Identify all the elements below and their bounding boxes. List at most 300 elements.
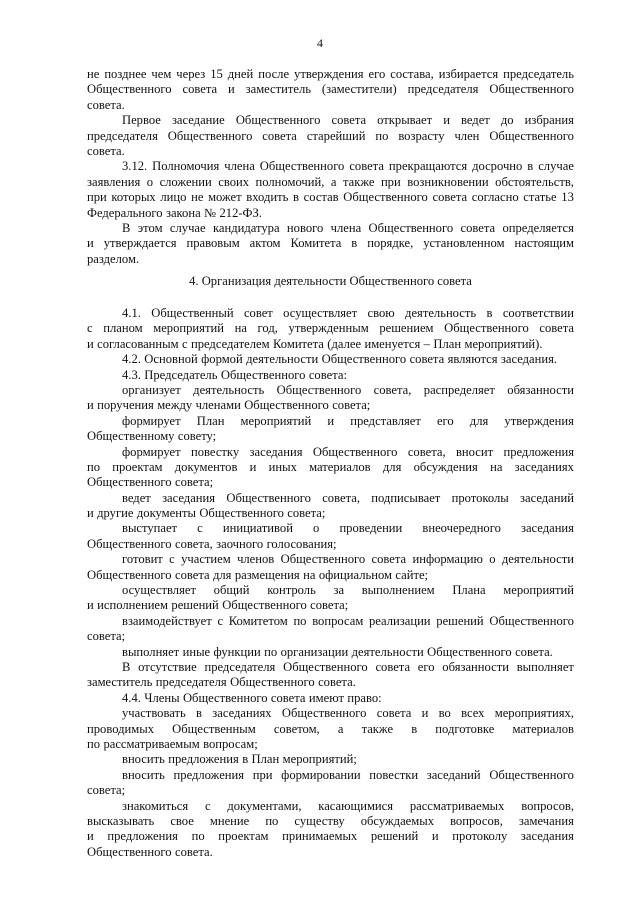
text-line	[87, 521, 574, 536]
word: 13	[561, 190, 574, 205]
word: предложения	[503, 444, 574, 459]
word: совета	[182, 82, 218, 97]
word: и	[87, 398, 94, 413]
word: совета	[331, 113, 367, 128]
word: выполняет	[122, 644, 180, 659]
word: деятельности	[351, 644, 424, 659]
word: председателя	[87, 128, 158, 143]
word: совета	[174, 567, 210, 582]
word: материалов	[512, 721, 574, 736]
word: по	[87, 459, 101, 474]
text-block-section-3	[87, 67, 574, 267]
word: его	[436, 413, 454, 428]
word: председателя	[407, 82, 479, 97]
word: В	[122, 220, 131, 235]
word: совета.	[174, 844, 213, 859]
word: совета	[349, 159, 384, 174]
word: выступает	[122, 521, 178, 536]
word: свое	[170, 813, 194, 828]
word: общий	[213, 583, 250, 598]
word: совета;	[87, 783, 126, 798]
word: утверждается	[103, 236, 177, 251]
text-line	[87, 629, 574, 644]
word: совету;	[177, 429, 217, 444]
word: возникновении	[407, 174, 489, 189]
word: иные	[182, 644, 211, 659]
word: повестки	[369, 767, 419, 782]
word: и	[87, 829, 94, 844]
word: принимаемых	[282, 829, 358, 844]
word: и	[443, 113, 450, 128]
word: при	[252, 767, 273, 782]
word: протоколы	[451, 490, 509, 505]
word: с	[169, 552, 175, 567]
word: возрасту	[398, 128, 445, 143]
word: заседания	[249, 444, 303, 459]
word: Общественному	[87, 429, 175, 444]
word: осуществляет	[122, 583, 196, 598]
word: порядке,	[367, 236, 414, 251]
word: с	[204, 798, 211, 813]
word: и	[249, 459, 257, 474]
text-block-section-4	[87, 306, 574, 860]
word: распределяет	[423, 382, 495, 397]
word: членами	[195, 398, 241, 413]
word: решением	[379, 321, 434, 336]
word: с	[181, 336, 188, 351]
word: нового	[286, 220, 324, 235]
word: кандидатура	[212, 220, 280, 235]
word: деятельности	[246, 352, 319, 367]
page-number: 4	[317, 36, 323, 50]
word: Полномочия	[152, 159, 220, 174]
word: Общественного	[226, 490, 311, 505]
word: и	[421, 706, 429, 721]
word: совета;	[332, 398, 371, 413]
word: Общественного	[259, 159, 345, 174]
word: входить	[246, 190, 289, 205]
word: проектам	[218, 829, 269, 844]
word: досрочно	[472, 159, 523, 174]
word: заседания	[520, 829, 574, 844]
word: осуществляет	[283, 306, 358, 320]
word: реализации	[369, 613, 431, 628]
word: организации	[280, 644, 349, 659]
word: чем	[151, 67, 172, 81]
word: взаимодействует	[122, 613, 212, 628]
word: в	[242, 752, 249, 767]
word: деятельность	[193, 382, 265, 397]
word: иных	[268, 459, 297, 474]
word: Общественного	[489, 767, 574, 782]
word: определяется	[502, 220, 574, 235]
word: выполнением	[361, 583, 435, 598]
text-line	[87, 552, 574, 567]
word: формой	[201, 352, 243, 367]
text-line	[87, 737, 574, 752]
word: и	[87, 598, 94, 613]
word: с	[197, 521, 203, 536]
word: по	[264, 644, 278, 659]
word: мероприятиях,	[494, 706, 574, 721]
word: совета.	[87, 143, 125, 158]
text-line	[87, 321, 574, 336]
text-line	[87, 175, 574, 190]
word: и	[87, 236, 94, 251]
word: Общественного	[321, 352, 407, 367]
word: избрания	[524, 113, 574, 128]
word: обстоятельств,	[495, 174, 574, 189]
word: на	[303, 567, 316, 582]
word: через	[176, 67, 206, 81]
word: избирается	[438, 67, 499, 81]
text-line	[87, 799, 574, 814]
word: соответствии	[502, 306, 574, 320]
word: участвовать	[122, 706, 186, 721]
text-line	[87, 159, 574, 174]
word: совета	[262, 128, 297, 143]
word: другие	[97, 506, 134, 521]
word: заявления	[87, 174, 141, 189]
text-line	[87, 691, 574, 706]
word: (далее	[327, 336, 362, 351]
word: свою	[367, 306, 395, 320]
text-line	[87, 190, 574, 205]
word: Комитетом	[228, 613, 288, 628]
word: совета.	[87, 97, 125, 112]
word: год,	[257, 321, 278, 336]
text-line	[87, 414, 574, 429]
word: совета,	[322, 490, 360, 505]
word: дней	[227, 67, 254, 81]
word: Общественного	[244, 398, 329, 413]
text-line	[87, 368, 574, 383]
word: по	[265, 813, 279, 828]
word: и	[227, 82, 235, 97]
text-line	[87, 475, 574, 490]
text-line	[87, 460, 574, 475]
text-line	[87, 445, 574, 460]
word: о	[146, 174, 154, 189]
word: совета,	[407, 444, 446, 459]
text-line	[87, 113, 574, 128]
word: по	[293, 613, 307, 628]
word: обязанности	[507, 382, 574, 397]
word: заседание	[171, 113, 225, 128]
word: старейший	[306, 128, 366, 143]
word: может	[208, 190, 242, 205]
word: совета:	[308, 367, 347, 382]
word: утвержденным	[288, 321, 369, 336]
word: 3.12.	[122, 159, 148, 174]
word: заместитель	[245, 82, 312, 97]
text-line	[87, 829, 574, 844]
word: членов	[237, 552, 275, 567]
word: совета	[460, 220, 496, 235]
text-line	[87, 98, 574, 113]
word: совета	[371, 552, 407, 567]
word: председатель	[503, 67, 574, 81]
word: на	[234, 321, 247, 336]
word: План	[433, 336, 462, 351]
word: формирует	[122, 444, 181, 459]
word: голосования;	[266, 536, 337, 551]
word: информацию	[412, 552, 483, 567]
word: его	[368, 67, 386, 81]
word: для	[382, 459, 402, 474]
word: вносить	[122, 767, 165, 782]
word: и	[327, 413, 335, 428]
word: Общественного	[427, 644, 512, 659]
text-line	[87, 398, 574, 413]
word: ведет	[122, 490, 151, 505]
text-line	[87, 236, 574, 251]
word: а	[337, 721, 344, 736]
word: Общественного	[87, 567, 172, 582]
word: за	[333, 583, 345, 598]
word: вносить	[122, 752, 165, 767]
word: этом	[137, 220, 163, 235]
word: в	[411, 721, 418, 736]
text-line	[87, 352, 574, 367]
word: вопросам;	[203, 736, 258, 751]
word: являются	[447, 352, 498, 367]
word: 4.2.	[122, 352, 141, 367]
word: Общественного	[230, 675, 315, 690]
word: председателем	[190, 336, 270, 351]
word: обязанности	[442, 659, 509, 674]
text-line	[87, 768, 574, 783]
word: (заместители)	[321, 82, 397, 97]
word: утверждения	[504, 413, 574, 428]
word: член	[454, 128, 480, 143]
word: контроль	[267, 583, 316, 598]
word: прекращаются	[388, 159, 468, 174]
word: случае	[169, 220, 206, 235]
word: Общественного	[87, 475, 172, 490]
text-line	[87, 660, 574, 675]
text-line	[87, 783, 574, 798]
word: участием	[181, 552, 231, 567]
word: именуется	[364, 336, 421, 351]
word: вопросам	[312, 613, 364, 628]
word: рассматриваемым	[103, 736, 200, 751]
word: полномочий,	[255, 174, 325, 189]
word: мероприятий	[153, 321, 224, 336]
word: Общественного	[444, 321, 529, 336]
section-heading: 4. Организация деятельности Общественного совета	[189, 274, 472, 288]
word: мероприятий).	[464, 336, 543, 351]
word: а	[330, 174, 337, 189]
word: деятельность	[405, 306, 477, 320]
word: решений	[370, 829, 419, 844]
word: состав	[303, 190, 339, 205]
word: мнение	[209, 813, 250, 828]
word: совета;	[310, 598, 349, 613]
word: функции	[213, 644, 261, 659]
word: на	[490, 459, 503, 474]
word: решений	[436, 613, 484, 628]
word: касающимися	[318, 798, 394, 813]
word: мероприятий;	[282, 752, 357, 767]
word: Федерального	[87, 205, 163, 220]
word: о	[313, 521, 320, 536]
word: Общественного	[368, 220, 454, 235]
word: Основной	[144, 352, 198, 367]
word: и	[87, 506, 94, 521]
word: всех	[461, 706, 485, 721]
word: Общественного	[489, 82, 574, 97]
word: совета	[432, 190, 468, 205]
text-line	[87, 706, 574, 721]
text-line	[87, 252, 574, 267]
word: Комитета	[290, 236, 342, 251]
word: заместитель	[87, 675, 153, 690]
word: Общественного	[280, 552, 366, 567]
word: установленном	[423, 236, 505, 251]
text-line	[87, 845, 574, 860]
word: Общественного	[235, 113, 321, 128]
word: Общественного	[220, 367, 306, 382]
text-line	[87, 583, 574, 598]
word: готовит	[122, 552, 163, 567]
word: 4.3.	[122, 367, 141, 382]
word: материалов	[309, 459, 371, 474]
word: не	[191, 190, 204, 205]
word: правовым	[186, 236, 240, 251]
word: для	[212, 567, 232, 582]
word: повестку	[191, 444, 240, 459]
word: внеочередного	[422, 521, 501, 536]
word: знакомиться	[122, 798, 189, 813]
word: инициативой	[222, 521, 293, 536]
word: также	[342, 174, 375, 189]
word: позднее	[104, 67, 147, 81]
word: состава,	[390, 67, 434, 81]
word: которых	[111, 190, 156, 205]
word: деятельности	[501, 552, 574, 567]
text-line	[87, 614, 574, 629]
word: в	[351, 236, 358, 251]
word: статье	[523, 190, 557, 205]
text-line	[87, 537, 574, 552]
word: актом	[249, 236, 281, 251]
text-line	[87, 337, 574, 352]
word: 4.4.	[122, 690, 141, 705]
word: организует	[122, 382, 181, 397]
word: мероприятий	[240, 413, 312, 428]
word: не	[87, 67, 100, 81]
word: заседаниях	[212, 706, 272, 721]
word: закона	[165, 205, 201, 220]
word: Общественного	[87, 844, 172, 859]
word: План	[251, 752, 280, 767]
word: обсуждения	[413, 459, 478, 474]
word: В	[122, 659, 131, 674]
word: подготовке	[435, 721, 495, 736]
word: своих	[218, 174, 250, 189]
word: замечания	[518, 813, 574, 828]
text-line	[87, 506, 574, 521]
word: предложения	[168, 752, 239, 767]
word: члена	[224, 159, 255, 174]
word: Общественного	[182, 690, 268, 705]
text-line	[87, 598, 574, 613]
word: Общественным	[172, 721, 256, 736]
word: совета;	[87, 629, 126, 644]
word: в	[293, 190, 299, 205]
word: о	[489, 552, 496, 567]
word: №	[204, 205, 217, 220]
word: предложения	[173, 767, 245, 782]
word: Общественного	[312, 444, 398, 459]
text-line	[87, 645, 574, 660]
word: в	[486, 306, 493, 320]
word: Общественного	[489, 613, 574, 628]
word: заседаний	[520, 490, 574, 505]
word: проектам	[112, 459, 163, 474]
word: по	[375, 128, 389, 143]
word: Плана	[452, 583, 486, 598]
word: и	[431, 829, 439, 844]
word: мероприятий	[503, 583, 574, 598]
word: Председатель	[144, 367, 218, 382]
word: до	[500, 113, 514, 128]
word: председателя	[204, 659, 276, 674]
word: планом	[103, 321, 143, 336]
word: согласно	[471, 190, 519, 205]
word: Общественного	[283, 659, 368, 674]
word: проводимых	[87, 721, 155, 736]
word: Общественного	[489, 128, 574, 143]
text-line	[87, 221, 574, 236]
word: документов	[174, 459, 238, 474]
word: Члены	[144, 690, 180, 705]
word: совета	[375, 659, 411, 674]
word: –	[423, 336, 430, 351]
word: при	[87, 190, 107, 205]
word: Первое	[122, 113, 161, 128]
word: размещения	[234, 567, 300, 582]
text-line	[87, 752, 574, 767]
word: совета.	[318, 675, 356, 690]
word: совета	[376, 706, 412, 721]
word: утверждения	[294, 67, 364, 81]
word: после	[258, 67, 290, 81]
word: совета	[409, 352, 445, 367]
word: рассматриваемых	[409, 798, 505, 813]
text-line	[87, 491, 574, 506]
word: заочного	[216, 536, 264, 551]
word: во	[438, 706, 451, 721]
text-line	[87, 568, 574, 583]
word: обсуждаемых	[360, 813, 434, 828]
word: Общественного	[167, 128, 253, 143]
text-line	[87, 383, 574, 398]
word: 212-ФЗ.	[219, 205, 262, 220]
word: открывает	[377, 113, 433, 128]
word: решений	[171, 598, 219, 613]
word: подписывает	[371, 490, 441, 505]
word: при	[380, 174, 401, 189]
word: с	[217, 613, 224, 628]
word: в	[527, 159, 534, 174]
word: формировании	[281, 767, 361, 782]
text-line	[87, 429, 574, 444]
word: Общественного	[281, 706, 367, 721]
word: совета	[270, 690, 306, 705]
text-line	[87, 814, 574, 829]
